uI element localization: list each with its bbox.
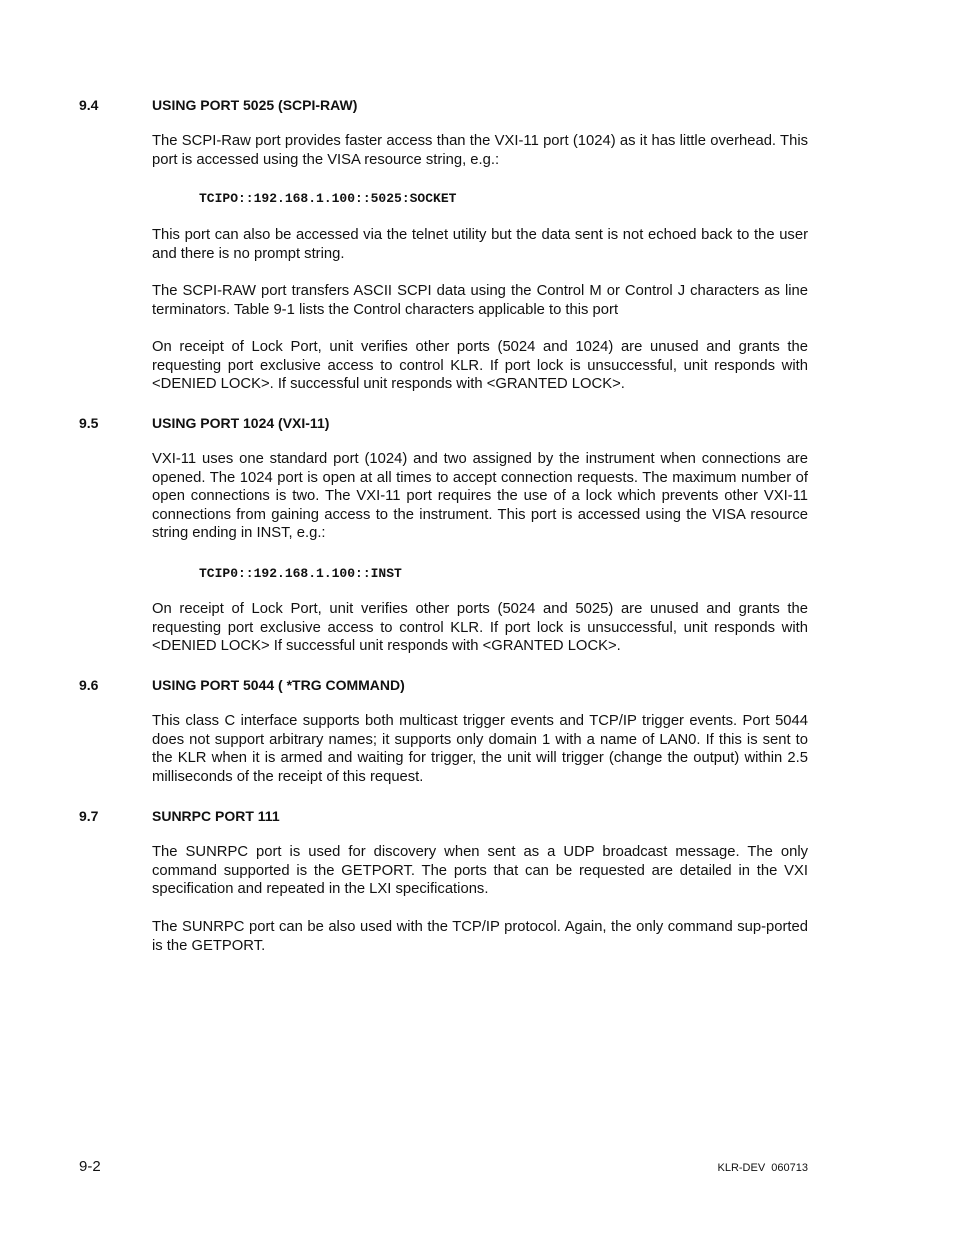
section-title: USING PORT 5025 (SCPI-RAW)	[152, 97, 358, 113]
paragraph: This class C interface supports both multicast trigger events and TCP/IP trigger events. Port 5044 does not support arbitrary names; it supports only domain 1 with a name of LAN0. If this is sent to the KLR when it is armed and waiting for trigger, the unit will trigger (change the output) within 2.5 milliseconds of the receipt of this request.	[152, 713, 808, 785]
section-number: 9.4	[79, 97, 99, 113]
paragraph: On receipt of Lock Port, unit verifies other ports (5024 and 1024) are unused and grants the requesting port exclusive access to control KLR. If port lock is unsuccessful, unit responds with <DENIED LOCK>. If successful unit responds with <GRANTED LOCK>.	[152, 339, 808, 393]
paragraph: The SCPI-Raw port provides faster access than the VXI-11 port (1024) as it has little overhead. This port is accessed using the VISA resource string, e.g.:	[152, 133, 808, 168]
paragraph: This port can also be accessed via the telnet utility but the data sent is not echoed back to the user and there is no prompt string.	[152, 227, 808, 262]
code-visa-string: TCIPO::192.168.1.100::5025:SOCKET	[199, 191, 457, 206]
document-id: KLR-DEV 060713	[717, 1162, 808, 1174]
section-heading-9-6	[79, 676, 405, 694]
section-title: USING PORT 5044 ( *TRG COMMAND)	[152, 677, 405, 693]
paragraph: The SCPI-RAW port transfers ASCII SCPI data using the Control M or Control J characters as line terminators. Table 9-1 lists the Control characters applicable to this port	[152, 283, 808, 318]
section-heading-9-5	[79, 414, 329, 432]
section-number: 9.7	[79, 808, 99, 824]
paragraph: The SUNRPC port can be also used with the TCP/IP protocol. Again, the only command sup-ported is the GETPORT.	[152, 919, 808, 954]
page-number: 9-2	[79, 1158, 101, 1175]
section-heading-9-7	[79, 807, 280, 825]
section-title: USING PORT 1024 (VXI-11)	[152, 415, 330, 431]
section-number: 9.6	[79, 677, 99, 693]
section-heading-9-4	[79, 96, 357, 114]
code-visa-string: TCIP0::192.168.1.100::INST	[199, 566, 402, 581]
paragraph: The SUNRPC port is used for discovery when sent as a UDP broadcast message. The only command supported is the GETPORT. The ports that can be requested are detailed in the VXI specification and repeated in the LXI specifications.	[152, 844, 808, 898]
paragraph: On receipt of Lock Port, unit verifies other ports (5024 and 5025) are unused and grants the requesting port exclusive access to control KLR. If port lock is unsuccessful, unit responds with <DENIED LOCK> If successful unit responds with <GRANTED LOCK>.	[152, 601, 808, 655]
section-number: 9.5	[79, 415, 99, 431]
section-title: SUNRPC PORT 111	[152, 808, 280, 824]
paragraph: VXI-11 uses one standard port (1024) and two assigned by the instrument when connections are opened. The 1024 port is open at all times to accept connection requests. The maximum number of open connections is two. The VXI-11 port requires the use of a lock which prevents other VXI-11 connections from gaining access to the instrument. This port is accessed using the VISA resource string ending in INST, e.g.:	[152, 451, 808, 542]
